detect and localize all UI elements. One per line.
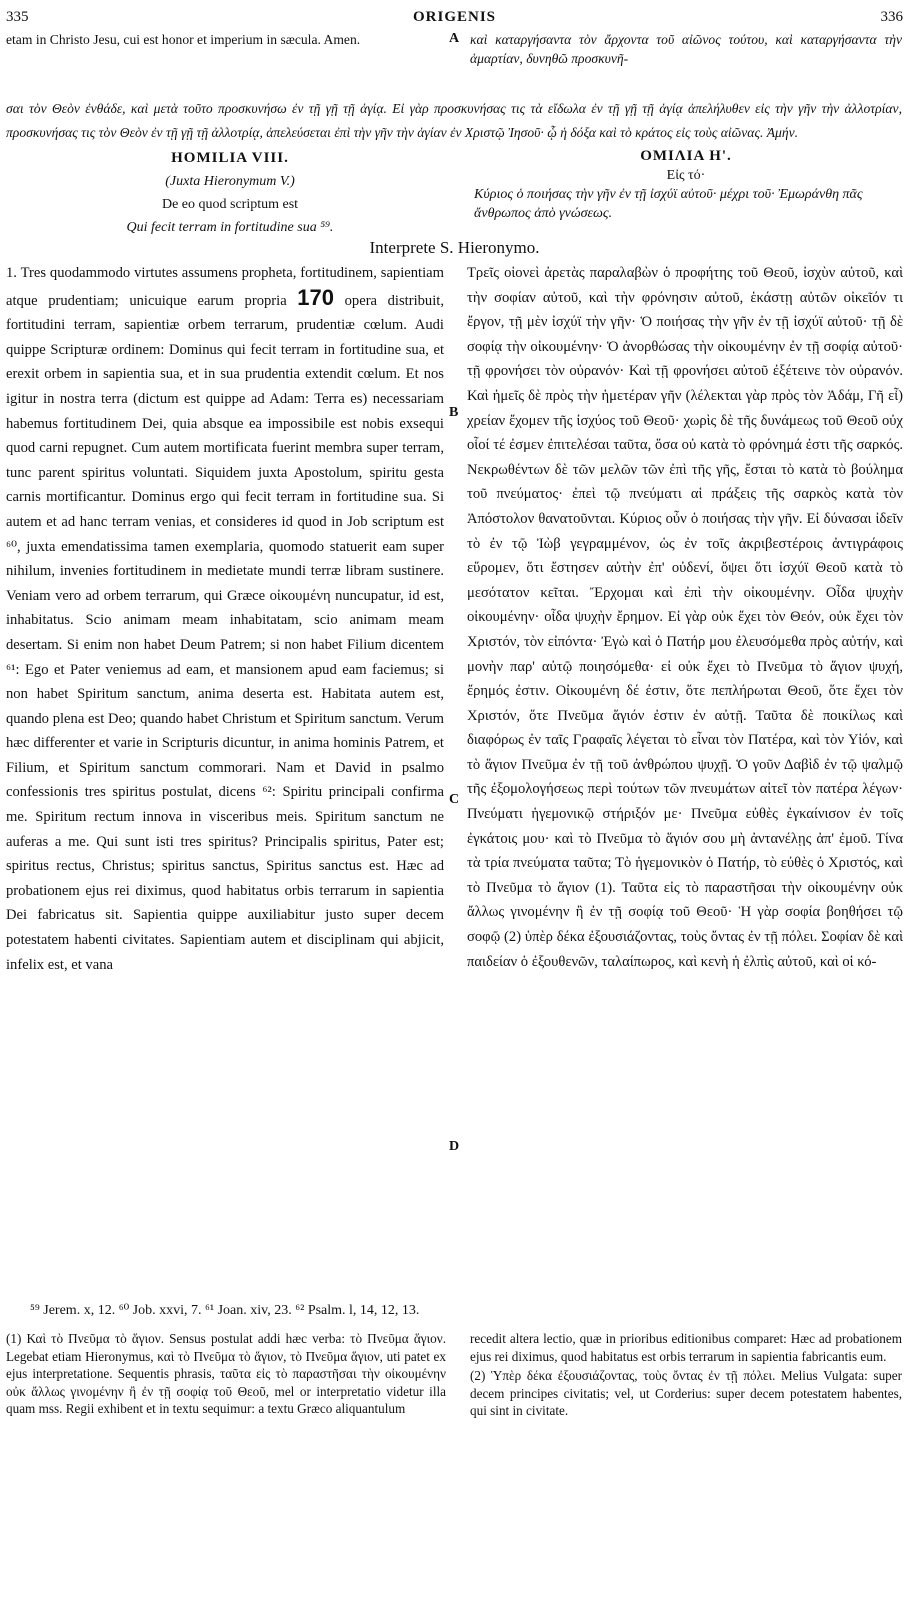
right-page-number: 336 xyxy=(880,8,903,25)
greek-heading-text: Κύριος ὁ ποιήσας τὴν γῆν ἐν τῇ ἰσχύϊ αὐτοῦ· μέχρι τοῦ· Ἐμωράνθη πᾶς ἄνθρωπος ἀπὸ γνώσεως. xyxy=(474,187,863,221)
greek-homily-title: ΟΜΙΛΙΑ Η'. xyxy=(640,148,732,164)
running-title: ORIGENIS xyxy=(412,8,497,25)
running-head xyxy=(6,6,903,28)
note-1-continued: recedit altera lectio, quæ in prioribus editionibus comparet: Hæc ad probationem ejus rei diximus, quod habitatus est orbis terrarum in sapientia fabricantis eum. xyxy=(470,1331,902,1364)
footnote-references: ⁵⁹ Jerem. x, 12. ⁶⁰ Job. xxvi, 7. ⁶¹ Joan. xiv, 23. ⁶² Psalm. l, 14, 12, 13. xyxy=(30,1303,420,1318)
inline-page-number: 170 xyxy=(297,284,335,310)
notes-right xyxy=(470,1330,902,1422)
homily-heading xyxy=(60,147,400,239)
latin-text-part-1: 1. Tres quodammodo virtutes assumens propheta, fortitudinem, sapientiam atque prudentiam; unicuique earum propria xyxy=(6,265,444,309)
homily-subtitle-1: De eo quod scriptum est xyxy=(161,197,299,212)
note-2: (2) Ὑπὲρ δέκα ἐξουσιάζοντας, τοὺς ὄντας ἐν τῇ πόλει. Melius Vulgata: super decem principes civitatis; vel, ut Corderius: super decem potestatem habentes, qui sint in civitate. xyxy=(470,1368,902,1418)
greek-heading xyxy=(470,147,902,223)
latin-continuation: etam in Christo Jesu, cui est honor et imperium in sæcula. Amen. xyxy=(6,32,361,47)
margin-marker-b: B xyxy=(449,405,459,420)
margin-marker-a: A xyxy=(449,31,460,46)
homily-title: HOMILIA VIII. xyxy=(171,150,289,166)
interpreter-line: Interprete S. Hieronymo. xyxy=(369,238,540,257)
notes-left xyxy=(6,1330,446,1420)
greek-column xyxy=(467,261,903,974)
margin-marker-c: C xyxy=(449,792,460,807)
greek-continuation-full: σαι τὸν Θεὸν ἐνθάδε, καὶ μετὰ τοῦτο προσκυνήσω ἐν τῇ γῇ τῇ ἁγίᾳ. Εἰ γὰρ προσκυνήσας τις τὰ εἴδωλα ἐν τῇ γῇ τῇ ἁγίᾳ ἀπελήλυθεν εἰς τὴν γῆν τὴν ἀλλοτρίαν, προσκυνήσας τις τὸν Θεὸν ἐν τῇ γῇ τῇ ἀλλοτρίᾳ, ἀπελεύσεται ἐπὶ τὴν γῆν τὴν ἁγίαν ἐν Χριστῷ Ἰησοῦ· ᾧ ἡ δόξα καὶ τὸ κράτος εἰς τοὺς αἰῶνας. Ἀμήν. xyxy=(6,101,902,140)
margin-marker-d: D xyxy=(449,1139,460,1154)
homily-juxta: (Juxta Hieronymum V.) xyxy=(165,174,295,189)
homily-subtitle-2: Qui fecit terram in fortitudine sua ⁵⁹. xyxy=(126,220,334,235)
greek-continuation: καὶ καταργήσαντα τὸν ἄρχοντα τοῦ αἰῶνος τούτου, καὶ καταργήσαντα τὴν ἁμαρτίαν, δυνηθῶ προσκυνῆ- xyxy=(470,32,902,66)
latin-column xyxy=(6,261,444,977)
note-1: (1) Καὶ τὸ Πνεῦμα τὸ ἅγιον. Sensus postulat addi hæc verba: τὸ Πνεῦμα ἅγιον. Legebat etiam Hieronymus, καὶ τὸ Πνεῦμα τὸ ἅγιον, τὸ Πνεῦμα ἅγιον, uti patet ex ejus interpretatione. Sequentis phrasis, ταῦτα εἰς τὸ παραστῆσαι τὴν οἰκουμένην οὐκ ἄλλως γινομένην ἢ ἐν τῇ σοφίᾳ τοῦ Θεοῦ, mel or interpretatio videtur illa quam mss. Regii exhibent et in textu sequimur: a textu Græco aliquantulum xyxy=(6,1331,446,1416)
left-page-number: 335 xyxy=(6,8,29,25)
latin-text-part-2: opera distribuit, fortitudini terram, sapientiæ orbem terrarum, prudentiæ cœlum. Audi quippe Scripturæ ordinem: Dominus qui fecit terram in fortitudine sua, et erexit orbem in sapientia sua, et in sua prudentia extendit cœlum. Et nos igitur in nostra terra (dictum est quippe ad Adam: Terra es) necessariam habemus fortitudinem Dei, quia absque ea impossibile est nobis exsequi quod carni repugnet. Cum autem mortificata fuerint membra super terram, tunc parent spiritus voluntati. Siquidem juxta Apostolum, spiritu gesta carnis mortificantur. Dominus ergo qui fecit terram in fortitudine sua. Si autem et ad hanc terram venias, et consideres id quod in Job scriptum est ⁶⁰, juxta emendatissima tamen exemplaria, quomodo statuerit eam super nihilum, invenies fortitudinem in medietate mundi terræ libram sustinere. Veniam vero ad orbem terrarum, qui Græce οἰκουμένη nuncupatur, id est, inhabitatus. Scio animam meam inhabitatam, scio animam meam desertam. Si enim non habet Deum Patrem; si non habet Filium dicentem ⁶¹: Ego et Pater veniemus ad eam, et mansionem apud eam faciemus; si non habet Spiritum sanctum, anima deserta est. Habitata autem est, quando plena est Deo; quando habet Christum et Spiritum sanctum. Verum hæc differenter et varie in Scripturis dicuntur, in anima hominis Patrem, et Filium, et Spiritum sanctum commorari. Nam et David in psalmo confessionis tres spiritus postulat, dicens ⁶²: Spiritu principali confirma me. Spiritum rectum innova in visceribus meis. Spiritum sanctum ne auferas a me. Qui sunt isti tres spiritus? Principalis spiritus, Pater est; spiritus rectus, Christus; spiritus sanctus, Spiritus sanctus est. Hæc ad probationem ejus rei diximus, quod habitatus orbis terrarum in sapientia Dei fabricatus sit. Sapientia quippe auxiliabitur justo super decem potestatem habenti civitates. Sapientiam autem et disciplinam qui abjicit, infelix est, et vana xyxy=(6,292,444,973)
greek-paragraph: Τρεῖς οἱονεὶ ἀρετὰς παραλαβὼν ὁ προφήτης τοῦ Θεοῦ, ἰσχὺν αὐτοῦ, καὶ τὴν σοφίαν αὐτοῦ, καὶ τὴν φρόνησιν αὐτοῦ, ἑκάστῃ αὐτῶν οἰκεῖόν τι ἔργον, τῇ μὲν ἰσχύϊ τὴν γῆν· Ὁ ποιήσας τὴν γῆν ἐν τῇ ἰσχύϊ αὐτοῦ· τῇ δὲ σοφίᾳ τὴν οἰκουμένην· Ὁ ἀνορθώσας τὴν οἰκουμένην ἐν τῇ σοφίᾳ αὐτοῦ· τῇ φρονήσει τὸν οὐρανόν· Καὶ τῇ φρονήσει αὐτοῦ ἐξέτεινε τὸν οὐρανόν. Καὶ ἡμεῖς δὲ πρὸς τὴν ἡμετέραν γῆν (λέλεκται γὰρ πρὸς τὸν Ἀδάμ, Γῆ εἶ) χρείαν ἔχομεν τῆς ἰσχύος τοῦ Θεοῦ· χωρὶς δὲ τῆς δυνάμεως τοῦ Θεοῦ οὐχ οἷοί τέ ἐσμεν ἐπιτελέσαι ταῦτα, ὅσα οὐ κατὰ τὸ φρόνημά ἐστι τῆς σαρκός. Νεκρωθέντων δὲ τῶν μελῶν τῶν ἐπὶ τῆς γῆς, ἔσται τὸ κατὰ τὸ βούλημα τοῦ πνεύματος· ἐπεὶ τῷ πνεύματι αἱ πράξεις τῆς σαρκὸς κατὰ τὸν Ἀπόστολον θανατοῦνται. Κύριος οὖν ὁ ποιήσας τὴν γῆν. Εἰ δύνασαι ἰδεῖν τὸ ἐν τῷ Ἰὼβ γεγραμμένον, ὡς ἐν τοῖς ἀκριβεστέροις ἀντιγράφοις εὕρομεν, ὅτι ἔστησεν αὐτὴν ἐπ' οὐδενί, ὄψει ὅτι ἰσχύϊ Θεοῦ κατὰ τὸ μεσότατον κεῖται. Ἔρχομαι καὶ ἐπὶ τὴν οἰκουμένην. Οἶδα ψυχὴν οἰκουμένην· οἶδα ψυχὴν ἔρημον. Εἰ γὰρ οὐκ ἔχει τὸν Θεόν, οὐκ ἔχει τὸν Χριστόν, τὸν εἰπόντα· Ἐγὼ καὶ ὁ Πατήρ μου ἐλευσόμεθα πρὸς αὐτήν, καὶ μονὴν παρ' αὐτῷ ποιησόμεθα· εἰ οὐκ ἔχει τὸ Πνεῦμα τὸ ἅγιον ψυχή, ἔρημός ἐστιν. Οἰκουμένη δέ ἐστιν, ὅτε πεπλήρωται Θεοῦ, ὅτε ἔχει τὸν Χριστόν, ὅτε Πνεῦμα ἅγιόν ἐστιν ἐν αὐτῇ. Ταῦτα δὲ ποικίλως καὶ διαφόρως ἐν ταῖς Γραφαῖς λέγεται τὸ εἶναι τὸν Πατέρα, καὶ τὸν Υἱόν, καὶ τὸ ἅγιον Πνεῦμα ἐν τῇ τοῦ ἀνθρώπου ψυχῇ. Ὁ γοῦν Δαβὶδ ἐν τῷ ψαλμῷ τῆς ἐξομολογήσεως περὶ τούτων τῶν πνευμάτων αἰτεῖ τὸν πατέρα λέγων· Πνεύματι ἡγεμονικῷ στήριξόν με· Πνεῦμα εὐθὲς ἐγκαίνισον ἐν τοῖς ἐγκάτοις μου· καὶ τὸ Πνεῦμα τὸ ἅγιόν σου μὴ ἀντανέλῃς ἀπ' ἐμοῦ. Τίνα τὰ τρία πνεύματα ταῦτα; Τὸ ἡγεμονικὸν ὁ Πατήρ, τὸ εὐθὲς ὁ Χριστός, καὶ τὸ Πνεῦμα τὸ ἅγιον (1). Ταῦτα εἰς τὸ παραστῆσαι τὴν οἰκουμένην οὐκ ἄλλως γινομένην ἢ ἐν τῇ σοφίᾳ τοῦ Θεοῦ· Ἡ γὰρ σοφία βοηθήσει τῷ σοφῷ (2) ὑπὲρ δέκα ἐξουσιάζοντας, τοὺς ὄντας ἐν τῇ πόλει. Σοφίαν δὲ καὶ παιδείαν ὁ ἐξουθενῶν, ταλαίπωρος, καὶ κενὴ ἡ ἐλπὶς αὐτοῦ, καὶ οἱ κό- xyxy=(467,265,903,970)
greek-heading-sub: Εἰς τό· xyxy=(666,168,706,183)
latin-paragraph xyxy=(6,261,444,977)
